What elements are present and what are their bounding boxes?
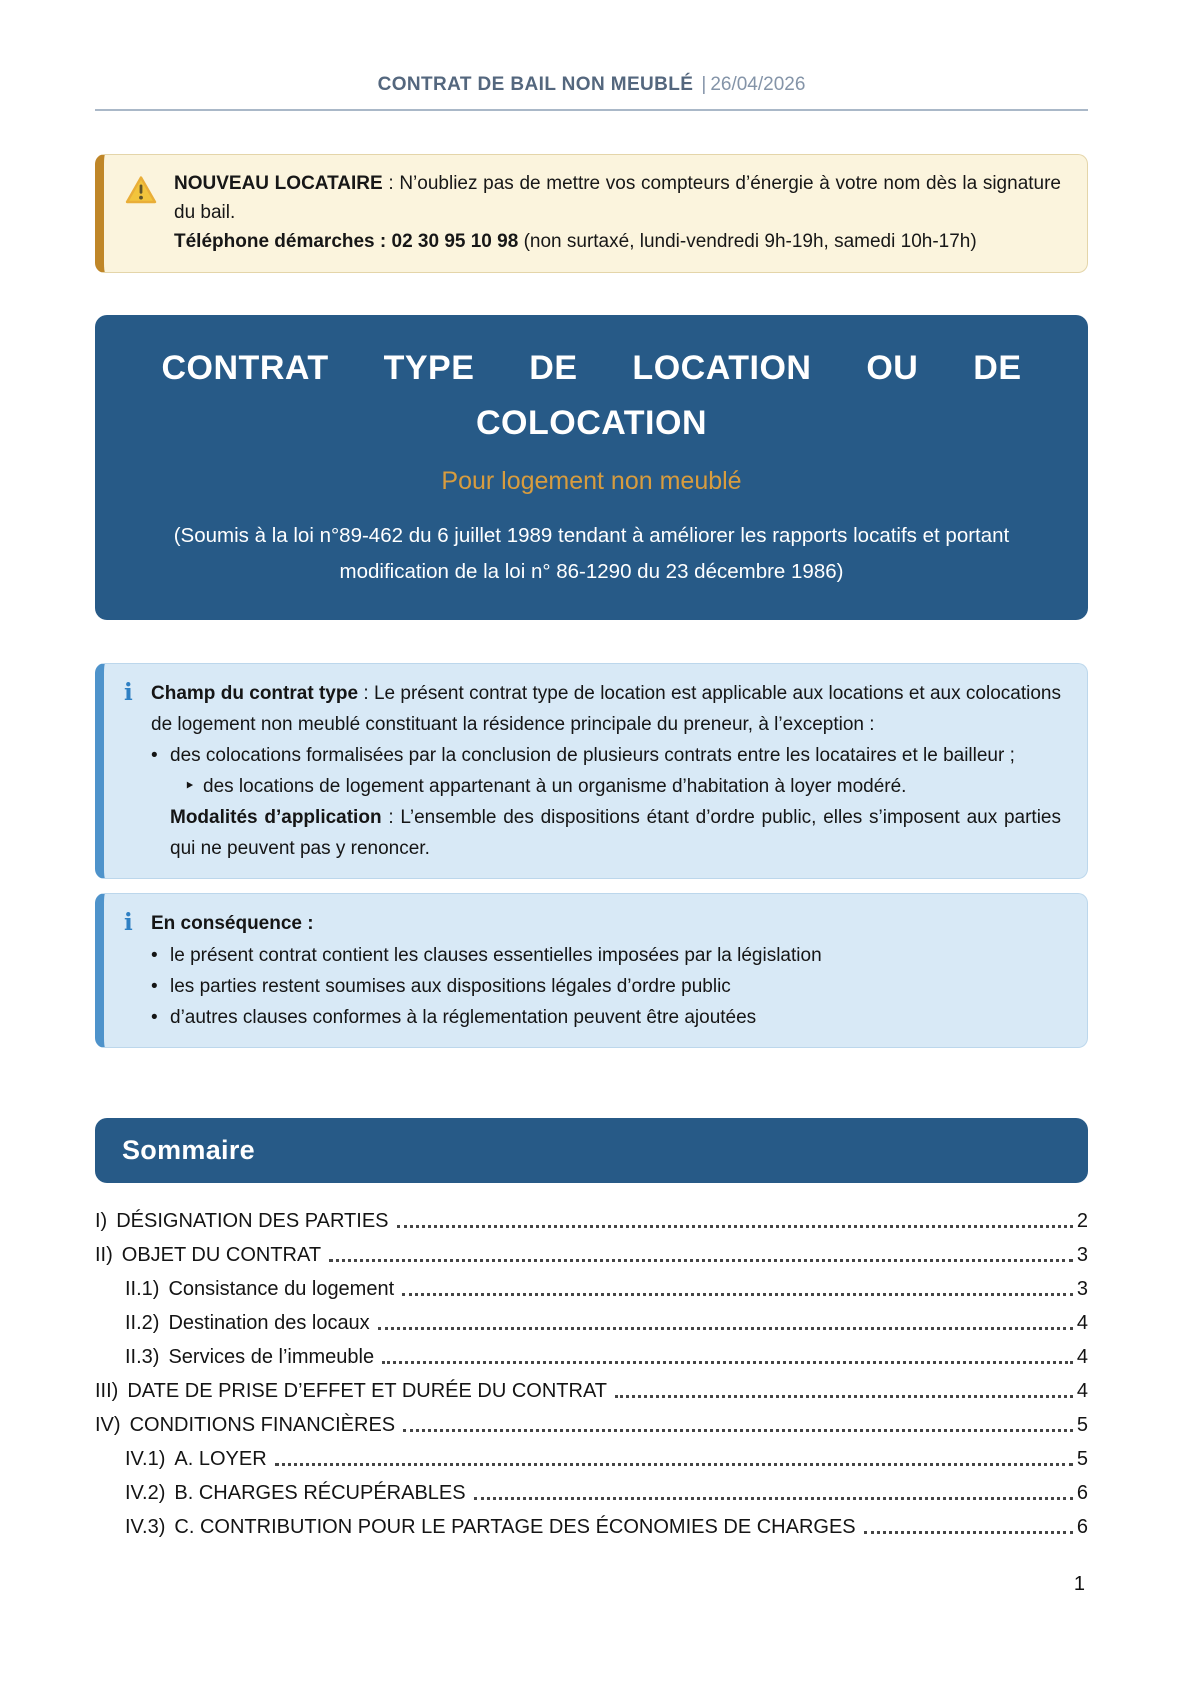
toc-entry[interactable] bbox=[95, 1380, 1088, 1402]
info-box-1-lead-rest: : Le présent contrat type de location est applicable aux locations et aux colocations de logement non meublé constituant la résidence principale du preneur, à l’exception : bbox=[151, 682, 1061, 735]
toc-entry-label: Destination des locaux bbox=[168, 1312, 370, 1335]
alert-text bbox=[174, 170, 1061, 257]
toc-entry[interactable] bbox=[95, 1414, 1088, 1436]
toc-entry-page: 5 bbox=[1076, 1448, 1088, 1471]
alert-line-phone bbox=[174, 228, 1061, 257]
toc-entry[interactable] bbox=[95, 1312, 1088, 1334]
toc-entry-label: A. LOYER bbox=[174, 1448, 267, 1471]
toc-entry-number: III) bbox=[95, 1380, 119, 1403]
toc-leader-dots bbox=[382, 1361, 1073, 1364]
toc-entry-number: IV.2) bbox=[125, 1482, 166, 1505]
list-item-text: les parties restent soumises aux dispositions légales d’ordre public bbox=[170, 975, 731, 997]
alert-title: NOUVEAU LOCATAIRE bbox=[174, 173, 383, 194]
toc-leader-dots bbox=[275, 1463, 1073, 1466]
document-title: CONTRAT DE BAIL NON MEUBLÉ bbox=[377, 74, 694, 95]
info-box-1-modalites bbox=[151, 802, 1061, 864]
toc-entry-page: 2 bbox=[1076, 1210, 1088, 1233]
info-box-2-bullet-list bbox=[151, 940, 1061, 1033]
toc-leader-dots bbox=[397, 1225, 1073, 1228]
contract-title: CONTRAT TYPE DE LOCATION OU DE COLOCATION bbox=[161, 348, 1022, 442]
toc-entry-number: IV.1) bbox=[125, 1448, 166, 1471]
header-separator: | bbox=[701, 74, 707, 95]
toc-entry-label: C. CONTRIBUTION POUR LE PARTAGE DES ÉCONOMIES DE CHARGES bbox=[174, 1516, 856, 1539]
info-icon: i bbox=[124, 678, 133, 706]
list-item-text: le présent contrat contient les clauses essentielles imposées par la législation bbox=[170, 944, 822, 966]
info-box-1-modalites-bold: Modalités d’application bbox=[170, 807, 382, 829]
toc-leader-dots bbox=[403, 1429, 1073, 1432]
toc-entry-page: 4 bbox=[1076, 1346, 1088, 1369]
toc-entry[interactable] bbox=[95, 1448, 1088, 1470]
toc-leader-dots bbox=[378, 1327, 1073, 1330]
list-item-text: d’autres clauses conformes à la réglementation peuvent être ajoutées bbox=[170, 1006, 757, 1028]
contract-subtitle: Pour logement non meublé bbox=[441, 466, 742, 495]
toc-entry[interactable] bbox=[95, 1346, 1088, 1368]
running-header bbox=[95, 0, 1088, 96]
info-box-2-body bbox=[151, 908, 1061, 1033]
info-icon: i bbox=[124, 909, 133, 937]
table-of-contents bbox=[95, 1210, 1088, 1538]
toc-entry-label: CONDITIONS FINANCIÈRES bbox=[129, 1414, 396, 1437]
info-box-1-lead-bold: Champ du contrat type bbox=[151, 682, 359, 704]
sommaire-header-bar bbox=[95, 1118, 1088, 1183]
bullet-icon: • bbox=[151, 744, 158, 766]
info-box-2-title: En conséquence : bbox=[151, 913, 314, 935]
contract-law-reference: (Soumis à la loi n°89-462 du 6 juillet 1989 tendant à améliorer les rapports locatifs et portant modification de la loi n° 86-1290 du 23 décembre 1986) bbox=[173, 523, 1010, 583]
toc-entry-number: II) bbox=[95, 1244, 113, 1267]
toc-entry-label: DATE DE PRISE D’EFFET ET DURÉE DU CONTRAT bbox=[127, 1380, 608, 1403]
alert-line-main bbox=[174, 170, 1061, 228]
alert-phone-note: (non surtaxé, lundi-vendredi 9h-19h, samedi 10h-17h) bbox=[518, 230, 977, 252]
toc-entry[interactable] bbox=[95, 1516, 1088, 1538]
list-item bbox=[151, 940, 1061, 971]
new-tenant-alert bbox=[95, 154, 1088, 273]
header-divider-rule bbox=[95, 109, 1088, 111]
toc-entry-page: 6 bbox=[1076, 1482, 1088, 1505]
toc-entry[interactable] bbox=[95, 1244, 1088, 1266]
alert-phone-number: Téléphone démarches : 02 30 95 10 98 bbox=[174, 230, 519, 252]
info-box-1-sub-bullet-text: des locations de logement appartenant à un organisme d’habitation à loyer modéré. bbox=[203, 776, 907, 797]
warning-icon bbox=[125, 170, 157, 257]
toc-entry-page: 4 bbox=[1076, 1312, 1088, 1335]
toc-entry[interactable] bbox=[95, 1210, 1088, 1232]
toc-leader-dots bbox=[864, 1531, 1073, 1534]
info-box-1-bullet-text: des colocations formalisées par la conclusion de plusieurs contrats entre les locataires et le bailleur ; bbox=[170, 744, 1015, 766]
contract-title-banner bbox=[95, 315, 1088, 620]
toc-entry-label: OBJET DU CONTRAT bbox=[121, 1244, 322, 1267]
toc-entry[interactable] bbox=[95, 1278, 1088, 1300]
header-date: 26/04/2026 bbox=[710, 74, 806, 95]
toc-entry-label: Consistance du logement bbox=[168, 1278, 395, 1301]
toc-entry-page: 6 bbox=[1076, 1516, 1088, 1539]
info-box-1-modalites-rest: : L’ensemble des dispositions étant d’ordre public, elles s’imposent aux parties qui ne peuvent pas y renoncer. bbox=[170, 807, 1062, 860]
toc-entry-page: 5 bbox=[1076, 1414, 1088, 1437]
toc-entry-number: IV) bbox=[95, 1414, 121, 1437]
toc-entry-label: Services de l’immeuble bbox=[168, 1346, 375, 1369]
info-box-1-bullet bbox=[151, 740, 1061, 771]
toc-leader-dots bbox=[402, 1293, 1073, 1296]
info-box-en-consequence bbox=[95, 893, 1088, 1048]
info-box-1-lead bbox=[151, 678, 1061, 740]
list-item bbox=[151, 1002, 1061, 1033]
toc-entry-page: 4 bbox=[1076, 1380, 1088, 1403]
list-item bbox=[151, 971, 1061, 1002]
toc-entry-label: B. CHARGES RÉCUPÉRABLES bbox=[174, 1482, 466, 1505]
toc-entry-number: II.1) bbox=[125, 1278, 160, 1301]
sommaire-title: Sommaire bbox=[122, 1135, 255, 1166]
bullet-icon: • bbox=[151, 975, 158, 997]
toc-entry-number: IV.3) bbox=[125, 1516, 166, 1539]
bullet-icon: • bbox=[151, 944, 158, 966]
toc-entry-number: I) bbox=[95, 1210, 108, 1233]
triangle-bullet-icon: ‣ bbox=[184, 776, 196, 797]
alert-title-rest: : N’oubliez pas de mettre vos compteurs d’énergie à votre nom dès la signature du bail. bbox=[174, 173, 1061, 223]
bullet-icon: • bbox=[151, 1006, 158, 1028]
toc-entry-number: II.3) bbox=[125, 1346, 160, 1369]
toc-entry-page: 3 bbox=[1076, 1278, 1088, 1301]
info-box-1-body bbox=[151, 678, 1061, 865]
toc-entry-page: 3 bbox=[1076, 1244, 1088, 1267]
toc-leader-dots bbox=[329, 1259, 1073, 1262]
info-box-1-sub-bullet bbox=[151, 771, 1061, 802]
toc-entry-number: II.2) bbox=[125, 1312, 160, 1335]
toc-entry[interactable] bbox=[95, 1482, 1088, 1504]
toc-leader-dots bbox=[474, 1497, 1073, 1500]
toc-entry-label: DÉSIGNATION DES PARTIES bbox=[116, 1210, 389, 1233]
page-number: 1 bbox=[1073, 1573, 1085, 1595]
toc-leader-dots bbox=[615, 1395, 1073, 1398]
info-box-champ-du-contrat bbox=[95, 663, 1088, 880]
